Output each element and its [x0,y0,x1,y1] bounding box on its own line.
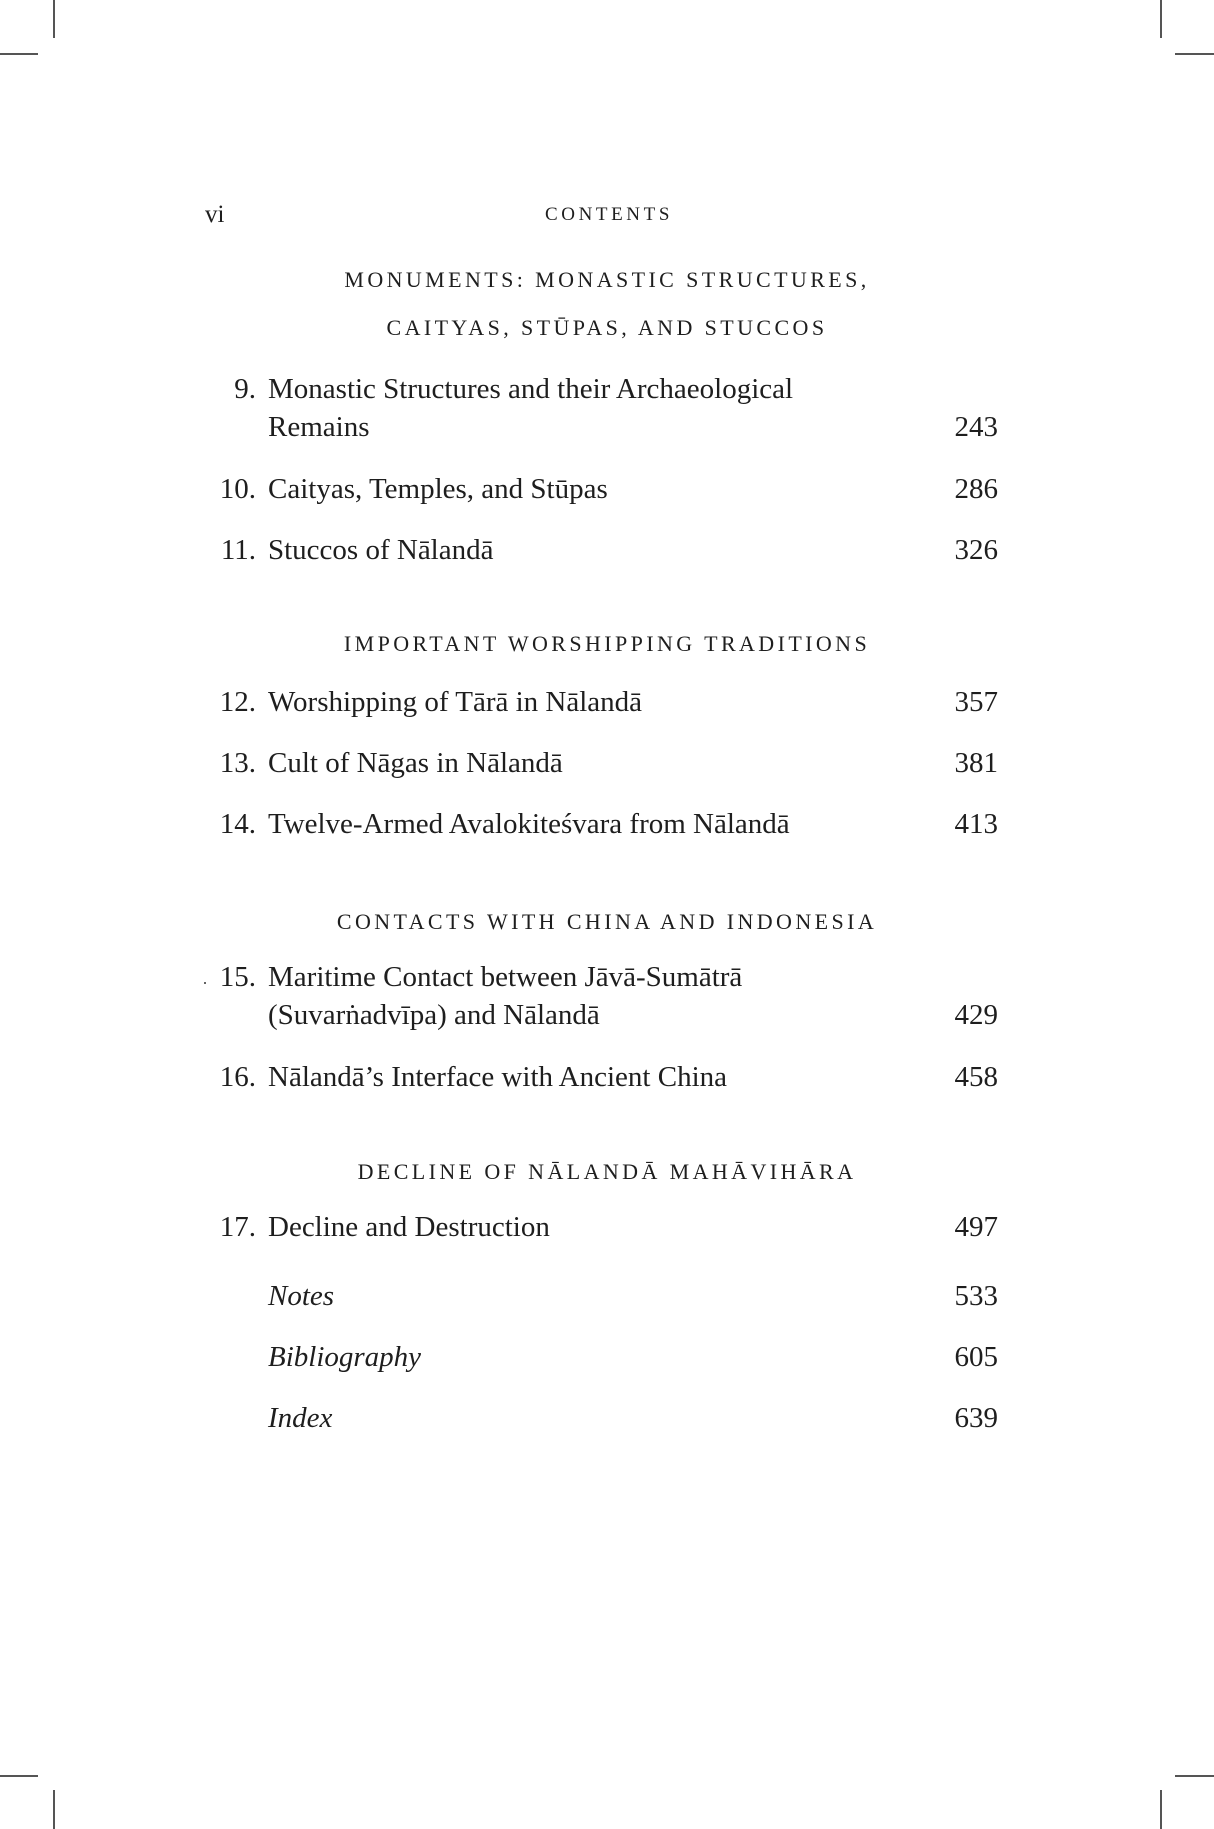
section-heading [0,256,1214,352]
running-head-text: CONTENTS [544,204,674,225]
section-heading-line: CAITYAS, STŪPAS, AND STUCCOS [386,315,828,340]
page-ref: 605 [954,1341,998,1373]
crop-mark-bottom-left-horizontal [0,1775,38,1777]
toc-entry[interactable] [190,683,998,721]
chapter-number: 10. [219,473,256,505]
toc-entry[interactable] [190,1058,998,1096]
crop-mark-bottom-right-horizontal [1175,1775,1214,1777]
section-heading-line: MONUMENTS: MONASTIC STRUCTURES, [344,267,870,292]
toc-entry-index[interactable] [190,1399,998,1437]
toc-entry-bibliography[interactable] [190,1338,998,1376]
chapter-number: 12. [219,686,256,718]
crop-mark-top-right-horizontal [1175,53,1214,55]
page-ref: 326 [954,534,998,566]
toc-entry[interactable] [190,805,998,843]
page-ref: 458 [954,1061,998,1093]
backmatter-title: Bibliography [268,1341,422,1373]
crop-mark-top-left-horizontal [0,53,38,55]
page-ref: 533 [954,1280,998,1312]
page-ref: 413 [954,808,998,840]
chapter-title: Worshipping of Tārā in Nālandā [268,686,643,718]
page-ref: 429 [954,999,998,1031]
backmatter-title: Index [268,1402,333,1434]
section-heading [0,898,1214,946]
chapter-number: 14. [219,808,256,840]
page-ref: 357 [954,686,998,718]
section-heading-line: IMPORTANT WORSHIPPING TRADITIONS [343,631,871,656]
chapter-title-line: (Suvarṅadvīpa) and Nālandā [268,999,600,1031]
toc-entry[interactable] [190,470,998,508]
page-ref: 243 [954,411,998,443]
toc-entry[interactable] [190,531,998,569]
chapter-title: Caityas, Temples, and Stūpas [268,473,608,505]
crop-mark-bottom-right-vertical [1160,1790,1162,1829]
page-ref: 381 [954,747,998,779]
page-ref: 497 [954,1211,998,1243]
crop-mark-top-right-vertical [1160,0,1162,38]
chapter-number: 13. [219,747,256,779]
toc-entry[interactable] [190,744,998,782]
chapter-title [268,958,888,1034]
toc-entry-notes[interactable] [190,1277,998,1315]
section-heading [0,1148,1214,1196]
chapter-title-line: Monastic Structures and their Archaeological [268,373,794,405]
chapter-number: 16. [219,1061,256,1093]
running-head [0,204,1214,226]
chapter-title-line: Remains [268,411,370,443]
section-heading-line: CONTACTS WITH CHINA AND INDONESIA [336,909,878,934]
chapter-number: 15. [219,961,256,993]
backmatter-title: Notes [268,1280,335,1312]
crop-mark-bottom-left-vertical [53,1790,55,1829]
page-ref: 286 [954,473,998,505]
toc-entry[interactable] [190,370,998,446]
chapter-title: Decline and Destruction [268,1211,550,1243]
chapter-number: 9. [234,373,256,405]
section-heading [0,620,1214,668]
chapter-number: 17. [219,1211,256,1243]
chapter-title: Nālandā’s Interface with Ancient China [268,1061,728,1093]
chapter-title: Stuccos of Nālandā [268,534,494,566]
toc-entry[interactable] [190,958,998,1034]
page-ref: 639 [954,1402,998,1434]
chapter-title [268,370,888,446]
toc-entry[interactable] [190,1208,998,1246]
chapter-title-line: Maritime Contact between Jāvā-Sumātrā [268,961,743,993]
folio: vi [205,201,225,228]
chapter-number: 11. [220,534,256,566]
chapter-title: Cult of Nāgas in Nālandā [268,747,563,779]
section-heading-line: DECLINE OF NĀLANDĀ MAHĀVIHĀRA [357,1159,857,1184]
crop-mark-top-left-vertical [53,0,55,38]
chapter-title: Twelve-Armed Avalokiteśvara from Nālandā [268,808,790,840]
